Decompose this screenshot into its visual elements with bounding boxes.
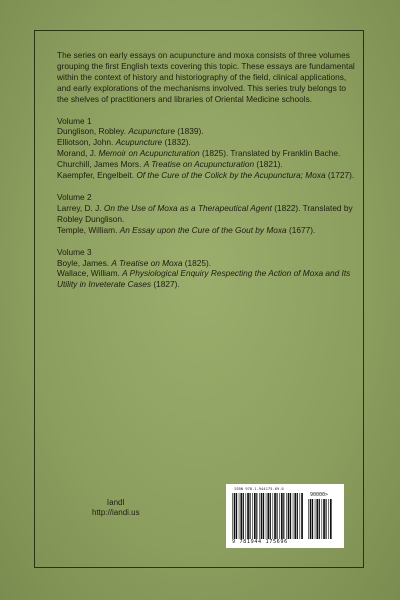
ean-digits: 9 781944 175696 xyxy=(232,539,288,545)
barcode-bars xyxy=(232,493,306,539)
barcode-bar xyxy=(243,493,244,539)
barcode-bar xyxy=(315,499,316,539)
barcode-bar xyxy=(236,493,237,539)
barcode-bar xyxy=(281,493,283,539)
volume-3 xyxy=(57,247,357,291)
barcode-bar xyxy=(234,493,236,539)
entry: Dunglison, Robley. Acupuncture (1839). xyxy=(57,126,204,137)
barcode-bar xyxy=(247,493,249,539)
barcode-bar xyxy=(273,493,274,539)
volume-title: Volume 2 xyxy=(57,191,92,202)
entry: Kaempfer, Engelbeit. Of the Cure of the Colick by the Acupunctura; Moxa (1727). xyxy=(57,170,355,181)
back-cover-text xyxy=(57,50,357,301)
barcode-bar xyxy=(330,499,332,539)
volume-title: Volume 3 xyxy=(57,246,92,257)
barcode-bar xyxy=(250,493,251,539)
price-barcode-bars xyxy=(308,499,334,539)
barcode-bar xyxy=(301,493,303,539)
barcode-bar xyxy=(290,493,291,539)
volume-title: Volume 1 xyxy=(57,115,92,126)
volume-2 xyxy=(57,192,357,236)
entry: Churchill, James Mors. A Treatise on Acupuncturation (1821). xyxy=(57,159,283,170)
barcode-bar xyxy=(239,493,240,539)
barcode-bar xyxy=(328,499,329,539)
entry: Wallace, William. A Physiological Enquiry Respecting the Action of Moxa and Its Utility in Inveterate Cases (1827). xyxy=(57,268,351,290)
publisher-block xyxy=(92,498,140,518)
entry: Elliotson, John. Acupuncture (1832). xyxy=(57,137,191,148)
barcode-bar xyxy=(323,499,325,539)
barcode-bar xyxy=(316,499,318,539)
barcode-bar xyxy=(274,493,276,539)
barcode-bar xyxy=(326,499,327,539)
barcode-bar xyxy=(288,493,290,539)
isbn-barcode xyxy=(226,484,344,548)
entry: Morand, J. Memoir on Acupuncturation (1825). Translated by Franklin Bache. xyxy=(57,148,341,159)
publisher-url: http://iandi.us xyxy=(92,508,140,517)
barcode-bar xyxy=(286,493,287,539)
barcode-bar xyxy=(322,499,323,539)
barcode-bar xyxy=(294,493,296,539)
barcode-bar xyxy=(283,493,284,539)
barcode-bar xyxy=(263,493,264,539)
barcode-bar xyxy=(267,493,269,539)
barcode-bar xyxy=(277,493,278,539)
entry: Temple, William. An Essay upon the Cure of the Gout by Moxa (1677). xyxy=(57,224,316,235)
volume-1 xyxy=(57,116,357,181)
barcode-bar xyxy=(279,493,280,539)
barcode-bar xyxy=(310,499,312,539)
isbn-label: ISBN 978-1-944175-69-6 xyxy=(234,487,284,491)
barcode-bar xyxy=(319,499,320,539)
barcode-bar xyxy=(240,493,242,539)
barcode-bar xyxy=(256,493,257,539)
barcode-bar xyxy=(246,493,247,539)
publisher-name: IandI xyxy=(106,498,125,507)
barcode-bar xyxy=(266,493,267,539)
barcode-bar xyxy=(300,493,301,539)
barcode-bar xyxy=(259,493,260,539)
series-description: The series on early essays on acupuncture and moxa consists of three volumes grouping the first English texts covering this topic. These essays are fundamental within the context of history and historiography of the field, clinical applications, and early explorations of the mechanisms involved. This series truly belongs to the shelves of practitioners and libraries of Oriental Medicine schools. xyxy=(57,50,355,104)
entry: Boyle, James. A Treatise on Moxa (1825). xyxy=(57,257,212,268)
barcode-bar xyxy=(232,493,233,539)
entry: Larrey, D. J. On the Use of Moxa as a Therapeutical Agent (1822). Translated by Robley Dunglison. xyxy=(57,202,353,224)
barcode-bar xyxy=(261,493,263,539)
barcode-bar xyxy=(312,499,313,539)
barcode-bar xyxy=(270,493,271,539)
barcode-bar xyxy=(293,493,294,539)
barcode-bar xyxy=(252,493,253,539)
price-code: 90000> xyxy=(310,492,329,498)
barcode-bar xyxy=(308,499,309,539)
barcode-bar xyxy=(297,493,298,539)
barcode-bar xyxy=(254,493,256,539)
